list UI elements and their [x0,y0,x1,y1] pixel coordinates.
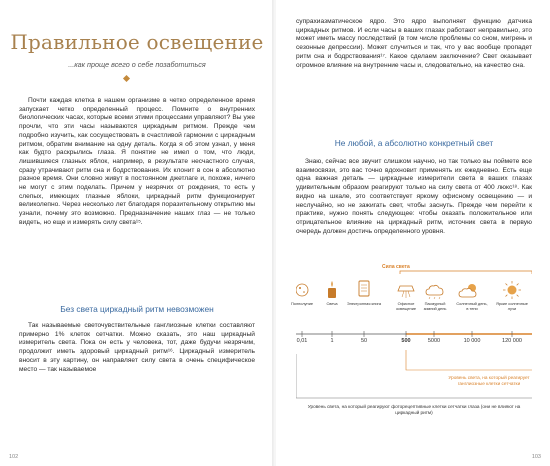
icon-label-cell [496,302,528,311]
sun-icon [503,281,521,299]
moon-icon [296,284,308,296]
icon-label: Полнолуние [290,301,314,306]
icon-label-cell [392,302,420,311]
body-paragraph [19,322,255,374]
right-page [276,0,550,466]
chapter-title: Правильное освещение [10,30,264,54]
diagram-graphics [296,264,532,426]
left-page [0,0,274,466]
sun-cloud-icon [459,284,476,297]
light-intensity-diagram [290,264,532,426]
icon-label: Яркие солнечные лучи [496,301,528,311]
icon-label: Солнечный день, в тени [456,301,488,311]
candle-icon [328,281,336,298]
ebook-icon [359,281,369,296]
icon-label: Свеча [326,301,338,306]
icon-label-cell [456,302,488,311]
bright-sources-bracket [400,271,532,274]
cloud-icon [426,285,443,299]
tick-label: 50 [360,338,368,344]
icon-label-cell [346,302,382,307]
tick-label: 1 [330,338,334,344]
tick-label: 500 [401,338,411,344]
light-sources-label: Сила света [382,264,410,270]
ornament-diamond-icon [123,75,130,82]
icon-label-cell [420,302,450,311]
icon-label: Электронная книга [346,301,382,306]
paragraph-text: Так называемые светочувствительные ганглиозные клетки составляют примерно 1% клеток сетчатки. Можно сказать, это наш циркадный измеритель света. Пока он есть у человека, тот, даже будучи незрячим, продолжит иметь здоровый циркадный ритм¹⁶. Циркадный измеритель вносит в эту картину, он направляет силу света в очень специфическое место — так называемое [19,322,255,373]
tick-label: 0,01 [296,338,308,344]
paragraph-text: супрахиазматическое ядро. Это ядро выполняет функцию датчика циркадных ритмов. И если часы в ваших глазах работают неправильно, это может иметь массу последствий (в том числе проблемы со сном, мигрень и сезонные депрессии). Может случиться и так, что у вас вообще пропадет ритм сна и бодрствования¹⁷. Какое сделаем заключение? Свет оказывает огромное влияние на внутренние часы и, следовательно, на качество сна. [296,18,532,69]
chapter-subtitle: ...как проще всего о себе позаботиться [68,60,206,69]
paragraph-text: Знаю, сейчас все звучит слишком научно, но так только вы поймете все взаимосвязи, это вас точно вдохновит применять их ежедневно. Есть еще одна важная деталь — циркадные измерители света в ваших глазах удивительным образом реагируют только на силу света от 400 люкс¹⁸. Как видно на шкале, это соответствует яркому офисному освещению — и неслучайно, но не зажигать свет, чтобы заснуть. Прежде чем перейти к практике, нужно понять следующее: чтобы оказать положительное или отрицательное влияние на циркадный ритм, источник света в первую очередь должен достичь определенного уровня. [296,158,532,235]
tick-label: 120 000 [502,338,522,344]
ganglion-range-note: Уровень света, на который реагирует ганглиозные клетки сетчатки [448,375,530,386]
body-paragraph [19,97,255,228]
page-number: 102 [9,454,19,460]
body-paragraph [296,18,532,70]
office-lamp-icon [398,286,414,298]
icon-label-cell [290,302,314,307]
body-paragraph [296,158,532,236]
section-heading: Не любой, а абсолютно конкретный свет [334,138,494,148]
icon-label-cell [320,302,344,307]
icon-label: Пасмурный зимний день [423,301,447,311]
ganglion-range-bracket [406,350,532,370]
photoreceptor-range-note: Уровень света, на который реагируют фоторецептивные клетки сетчатки глаза (они не влияют на циркадный ритм) [307,404,521,415]
page-number: 103 [531,454,541,460]
paragraph-text: Почти каждая клетка в нашем организме в четко определенное время запускает четко определенный процесс. Помните о внутренних биологических часах, которые всеми этими процессами управляют? Вы уже прочли, что эти часы называются циркадным ритмом. Прежде чем подробно изучить, как сосуществовать в счастливой гармонии с циркадным ритмом, обратим внимание на одну деталь. Когда я об этом узнал, у меня как будто раскрылись глаза. Я понятие не имел о том, что люди, лишившиеся глазных яблок, например, в результате несчастного случая, сразу утрачивают ритм сна и бодрствования. Их клонит в сон в абсолютно разное время. Они словно живут в постоянном джетлаге и, похоже, ничего не могут с этим поделать. Причем у незрячих от рождения, то есть у слепых, имеющих глазные яблоки, циркадный ритм функционирует великолепно. Через несколько лет благодаря поразительному открытию мы узнали, почему это возможно. Предназначение наших глаз — не только видеть, но еще и измерять силу света¹⁵. [19,97,255,226]
icon-label: Офисное освещение [395,301,417,311]
tick-label: 5000 [427,338,441,344]
tick-label: 10 000 [463,338,481,344]
section-heading: Без света циркадный ритм невозможен [60,304,214,314]
